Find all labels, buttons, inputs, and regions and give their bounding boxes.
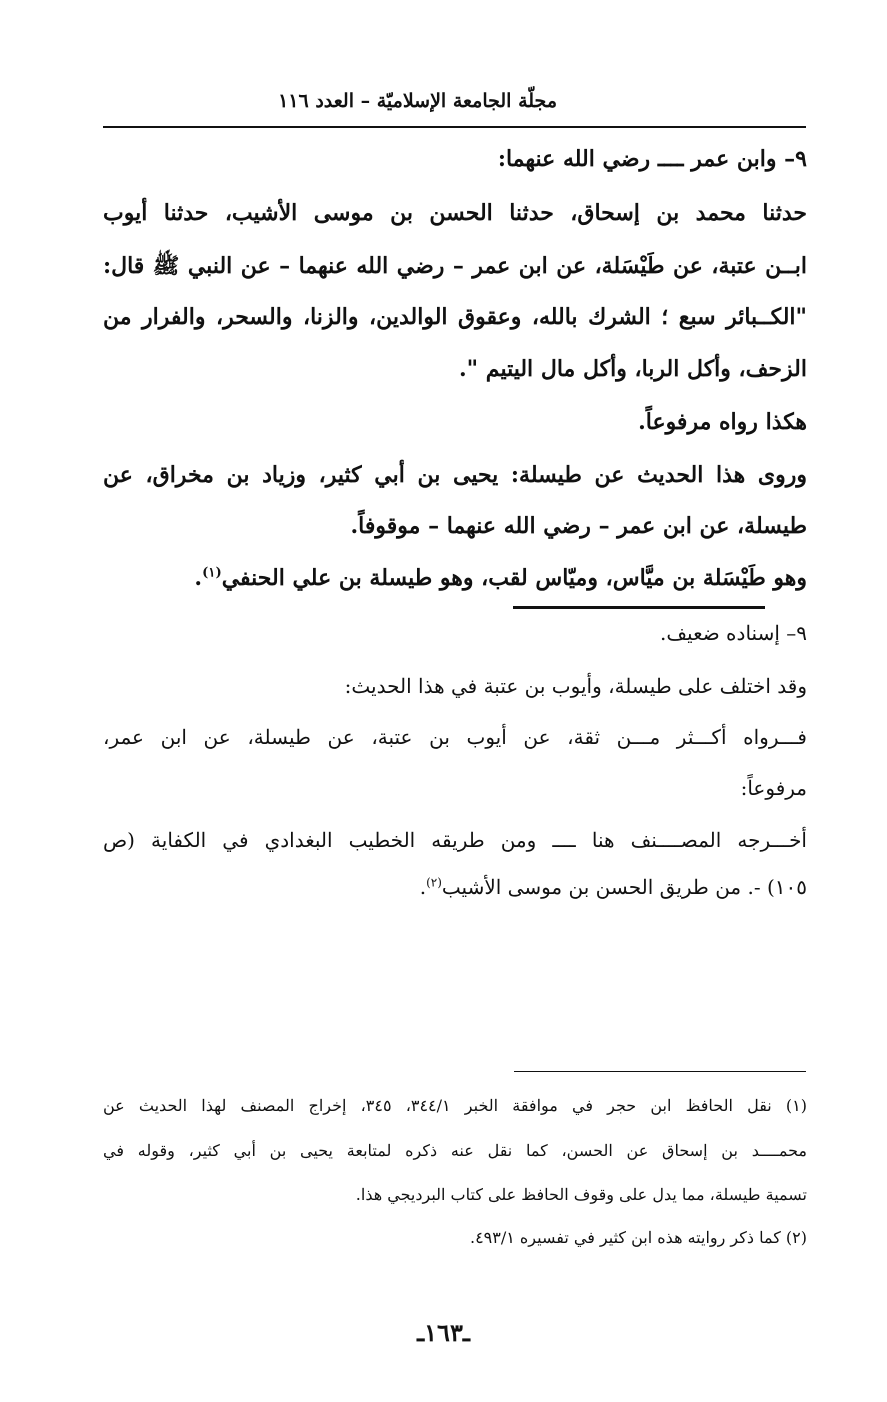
main-text-line: الزحف، وأكل الربا، وأكل مال اليتيم ". [459,356,807,382]
commentary-text-span: ١٠٥) -. من طريق الحسن بن موسى الأشيب [441,875,807,899]
commentary-line: مرفوعاً: [740,776,807,800]
item-heading: ٩– وابن عمر ــــ رضي الله عنهما: [497,146,807,172]
commentary-line: وقد اختلف على طيسلة، وأيوب بن عتبة في هذا الحديث: [344,674,807,698]
main-text-line: هكذا رواه مرفوعاً. [638,409,807,435]
main-text-span: وهو طَيْسَلة بن ميَّاس، وميّاس لقب، وهو طيسلة بن علي الحنفي [221,565,807,591]
footnote-separator [514,1071,806,1072]
main-text-line [194,565,807,591]
main-text-line: وروى هذا الحديث عن طيسلة: يحيى بن أبي كثير، وزياد بن مخراق، عن [103,462,807,488]
footnote-line: (٢) كما ذكر روايته هذه ابن كثير في تفسيره ٤٩٣/١. [469,1228,807,1247]
header-rule [103,126,806,128]
footnote-line: (١) نقل الحافظ ابن حجر في موافقة الخبر ٣٤٤/١، ٣٤٥، إخراج المصنف لهذا الحديث عن [103,1096,807,1115]
section-divider [513,606,765,609]
commentary-line: فـــرواه أكـــثر مـــن ثقة، عن أيوب بن عتبة، عن طيسلة، عن ابن عمر، [103,725,807,749]
main-text-line: طيسلة، عن ابن عمر – رضي الله عنهما – موقوفاً. [350,513,807,539]
main-text-line: حدثنا محمد بن إسحاق، حدثنا الحسن بن موسى الأشيب، حدثنا أيوب [103,200,807,226]
footnote-line: تسمية طيسلة، مما يدل على وقوف الحافظ على كتاب البرديجي هذا. [355,1185,807,1204]
footnote-line: محمــــد بن إسحاق عن الحسن، كما نقل عنه ذكره لمتابعة يحيى بن أبي كثير، وقوله في [103,1141,807,1160]
commentary-text-end: . [419,875,427,899]
main-text-line: ابــن عتبة، عن طَيْسَلة، عن ابن عمر – رضي الله عنهما – عن النبي ﷺ قال: [103,253,807,279]
running-header: مجلّة الجامعة الإسلاميّة – العدد ١١٦ [278,90,557,112]
commentary-line [420,875,807,899]
footnote-ref-2: (٢) [426,875,442,890]
commentary-line: أخـــرجه المصــــنف هنا ــــ ومن طريقه الخطيب البغدادي في الكفاية (ص [103,828,807,852]
main-text-end: . [194,565,203,591]
main-text-line: "الكــبائر سبع ؛ الشرك بالله، وعقوق الوالدين، والزنا، والسحر، والفرار من [103,304,807,330]
footnote-ref-1: (١) [202,565,222,581]
commentary-heading: ٩– إسناده ضعيف. [659,621,807,645]
page-number: ـ١٦٣ـ [417,1318,470,1347]
